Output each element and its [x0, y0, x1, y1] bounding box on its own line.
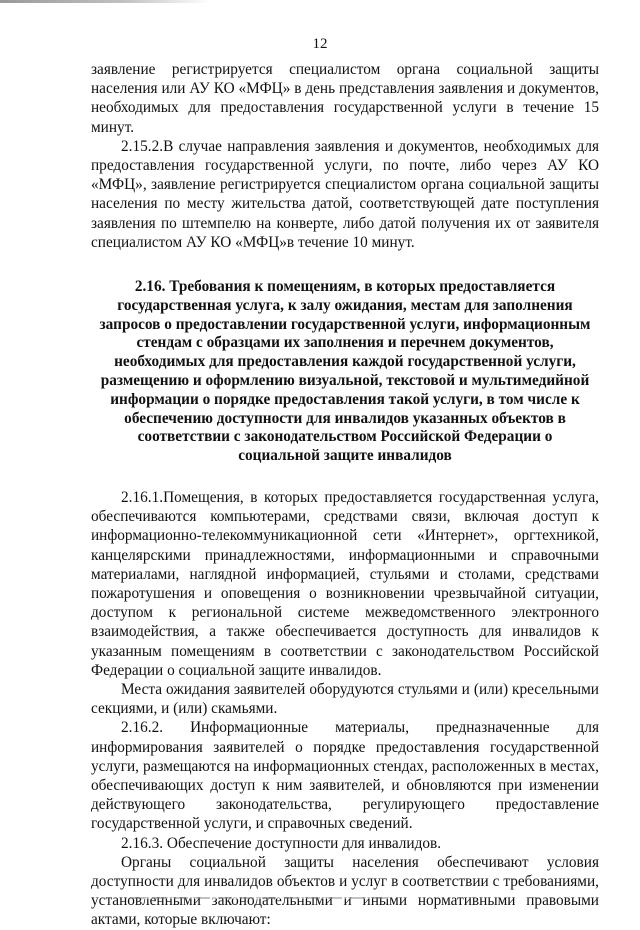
scan-artifact-bottom — [130, 897, 390, 899]
paragraph-2-15-2: 2.15.2.В случае направления заявления и документов, необходимых для предоставления государственной услуги, по почте, либо через АУ КО «МФЦ», заявление регистрируется специалистом органа социальной защиты населения по месту жительства датой, соответствующей дате поступления заявления по штемпелю на конверте, либо датой получения их от заявителя специалистом АУ КО «МФЦ»в течение 10 минут. — [91, 137, 599, 251]
scan-artifact-top — [0, 0, 210, 3]
paragraph-registration-time: заявление регистрируется специалистом органа социальной защиты населения или АУ КО «МФЦ» в день представления заявления и документов, необходимых для предоставления государственной услуги в течение 15 минут. — [91, 61, 599, 136]
paragraph-2-16-1: 2.16.1.Помещения, в которых предоставляется государственная услуга, обеспечиваются компьютерами, средствами связи, включая доступ к информационно-телекоммуникационной сети «Интернет», оргтехникой, канцелярскими принадлежностями, информационными и справочными материалами, наглядной информацией, стульями и столами, средствами пожаротушения и оповещения о возникновении чрезвычайной ситуации, доступом к региональной системе межведомственного электронного взаимодействия, а также обеспечивается доступность для инвалидов к указанным помещениям в соответствии с законодательством Российской Федерации о социальной защите инвалидов. — [91, 489, 599, 679]
paragraph-2-16-3: 2.16.3. Обеспечение доступности для инвалидов. — [121, 834, 442, 852]
document-body — [91, 60, 599, 930]
paragraph-waiting-places: Места ожидания заявителей оборудуются стульями и (или) кресельными секциями, и (или) скамьями. — [91, 681, 599, 718]
page-number: 12 — [312, 36, 328, 52]
paragraph-2-16-2: 2.16.2. Информационные материалы, предназначенные для информирования заявителей о порядке предоставления государственной услуги, размещаются на информационных стендах, расположенных в местах, обеспечивающих доступ к ним заявителей, и обновляются при изменении действующего законодательства, регулирующего предоставление государственной услуги, и справочных сведений. — [91, 719, 599, 833]
paragraph-accessibility-conditions: Органы социальной защиты населения обеспечивают условия доступности для инвалидов объектов и услуг в соответствии с требованиями, установленными законодательными и иными нормативными правовыми актами, которые включают: — [91, 853, 599, 929]
section-heading-2-16: 2.16. Требования к помещениям, в которых предоставляется государственная услуга, к залу ожидания, местам для заполнения запросов о предоставлении государственной услуги, информационным стендам с образцами их заполнения и перечнем документов, необходимых для предоставления каждой государственной услуги, размещению и оформлению визуальной, текстовой и мультимедийной информации о порядке предоставления такой услуги, в том числе к обеспечению доступности для инвалидов указанных объектов в соответствии с законодательством Российской Федерации о социальной защите инвалидов — [99, 278, 591, 465]
